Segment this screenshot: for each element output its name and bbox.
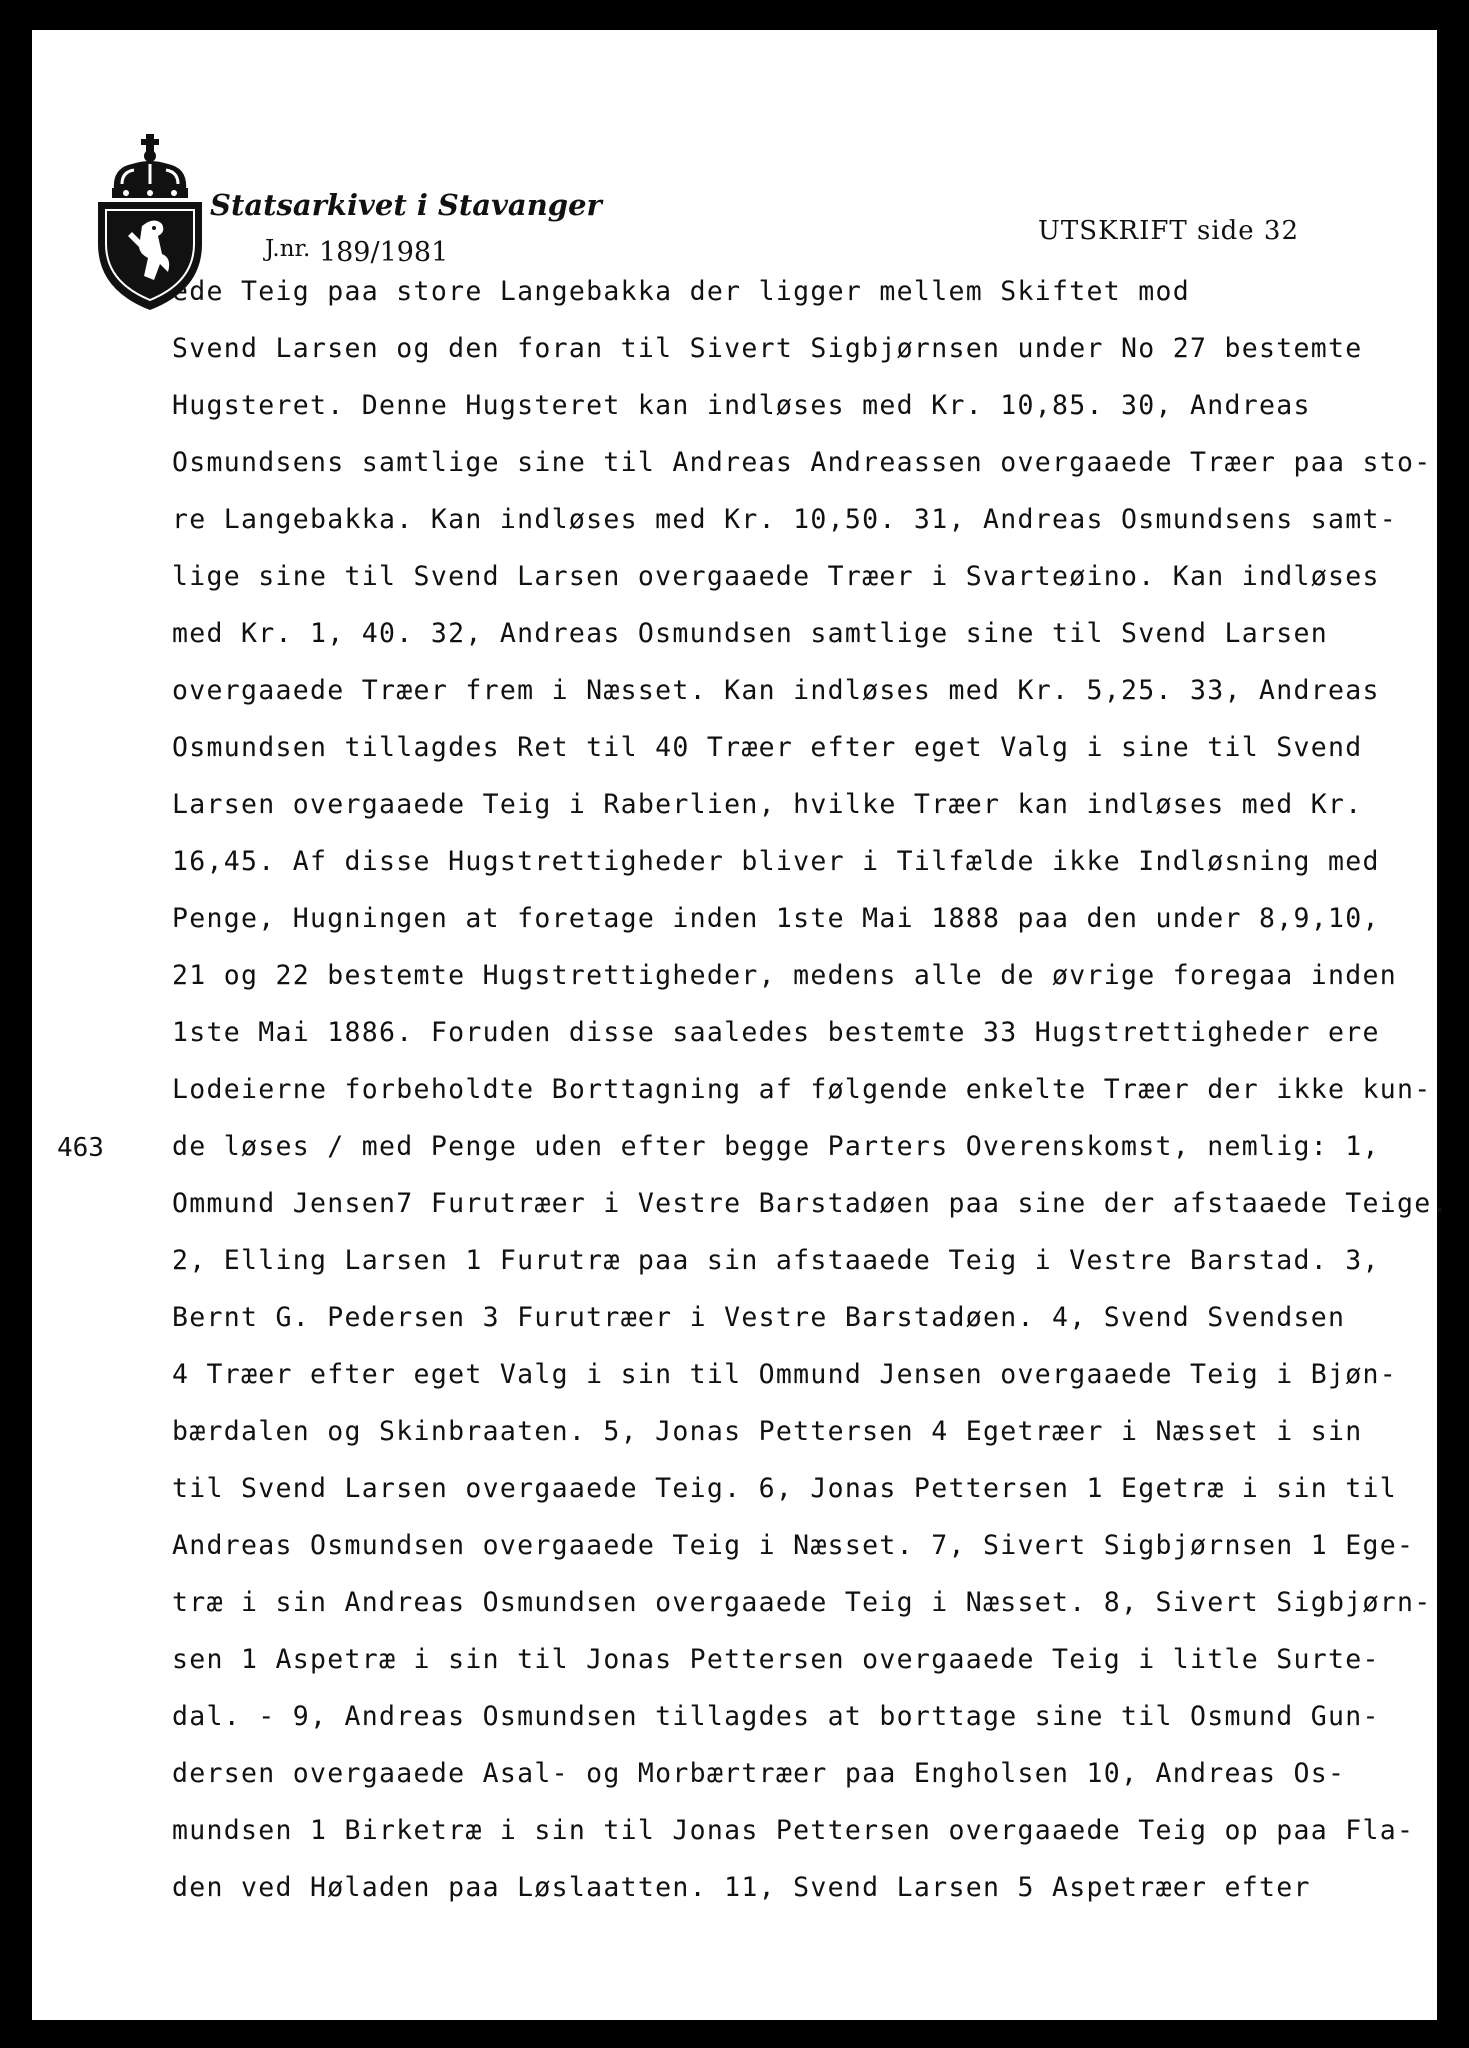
text-line: den ved Høladen paa Løslaatten. 11, Svend Larsen 5 Aspetræer efter [172, 1872, 1311, 1903]
margin-note: 463 [57, 1133, 104, 1163]
text-line: bærdalen og Skinbraaten. 5, Jonas Pettersen 4 Egetræer i Næsset i sin [172, 1416, 1363, 1447]
journal-number-label: J.nr. [265, 236, 311, 262]
archive-name: Statsarkivet i Stavanger [210, 188, 602, 222]
journal-number [265, 236, 448, 268]
text-line: Osmundsen tillagdes Ret til 40 Træer efter eget Valg i sine til Svend [172, 732, 1363, 763]
text-line: re Langebakka. Kan indløses med Kr. 10,50. 31, Andreas Osmundsens samt- [172, 504, 1398, 535]
text-line: Hugsteret. Denne Hugsteret kan indløses med Kr. 10,85. 30, Andreas [172, 390, 1311, 421]
text-line: 2, Elling Larsen 1 Furutræ paa sin afstaaede Teig i Vestre Barstad. 3, [172, 1245, 1380, 1276]
text-line: Svend Larsen og den foran til Sivert Sigbjørnsen under No 27 bestemte [172, 333, 1363, 364]
text-line: Andreas Osmundsen overgaaede Teig i Næsset. 7, Sivert Sigbjørnsen 1 Ege- [172, 1530, 1415, 1561]
journal-number-value: 189/1981 [318, 237, 449, 268]
text-line: ede Teig paa store Langebakka der ligger mellem Skiftet mod [172, 276, 1191, 307]
text-line: Larsen overgaaede Teig i Raberlien, hvilke Træer kan indløses med Kr. [172, 789, 1363, 820]
text-line: Ommund Jensen7 Furutræer i Vestre Barstadøen paa sine der afstaaede Teige. [172, 1188, 1449, 1219]
text-line: til Svend Larsen overgaaede Teig. 6, Jonas Pettersen 1 Egetræ i sin til [172, 1473, 1398, 1504]
text-line: 4 Træer efter eget Valg i sin til Ommund Jensen overgaaede Teig i Bjøn- [172, 1359, 1398, 1390]
text-line: 21 og 22 bestemte Hugstrettigheder, medens alle de øvrige foregaa inden [172, 960, 1398, 991]
text-line: Bernt G. Pedersen 3 Furutræer i Vestre Barstadøen. 4, Svend Svendsen [172, 1302, 1346, 1333]
text-line: overgaaede Træer frem i Næsset. Kan indløses med Kr. 5,25. 33, Andreas [172, 675, 1380, 706]
text-line: de løses / med Penge uden efter begge Parters Overenskomst, nemlig: 1, [172, 1131, 1380, 1162]
text-line: dal. - 9, Andreas Osmundsen tillagdes at borttage sine til Osmund Gun- [172, 1701, 1380, 1732]
text-line: lige sine til Svend Larsen overgaaede Træer i Svarteøino. Kan indløses [172, 561, 1380, 592]
text-line: sen 1 Aspetræ i sin til Jonas Pettersen overgaaede Teig i litle Surte- [172, 1644, 1380, 1675]
text-line: Penge, Hugningen at foretage inden 1ste Mai 1888 paa den under 8,9,10, [172, 903, 1380, 934]
text-line: Osmundsens samtlige sine til Andreas Andreassen overgaaede Træer paa sto- [172, 447, 1432, 478]
text-line: dersen overgaaede Asal- og Morbærtræer paa Engholsen 10, Andreas Os- [172, 1758, 1346, 1789]
text-line: 16,45. Af disse Hugstrettigheder bliver i Tilfælde ikke Indløsning med [172, 846, 1380, 877]
text-line: mundsen 1 Birketræ i sin til Jonas Pettersen overgaaede Teig op paa Fla- [172, 1815, 1415, 1846]
text-line: Lodeierne forbeholdte Borttagning af følgende enkelte Træer der ikke kun- [172, 1074, 1432, 1105]
text-line: 1ste Mai 1886. Foruden disse saaledes bestemte 33 Hugstrettigheder ere [172, 1017, 1380, 1048]
page-header-utskrift: UTSKRIFT side 32 [1038, 216, 1300, 246]
text-line: træ i sin Andreas Osmundsen overgaaede Teig i Næsset. 8, Sivert Sigbjørn- [172, 1587, 1432, 1618]
text-line: med Kr. 1, 40. 32, Andreas Osmundsen samtlige sine til Svend Larsen [172, 618, 1329, 649]
